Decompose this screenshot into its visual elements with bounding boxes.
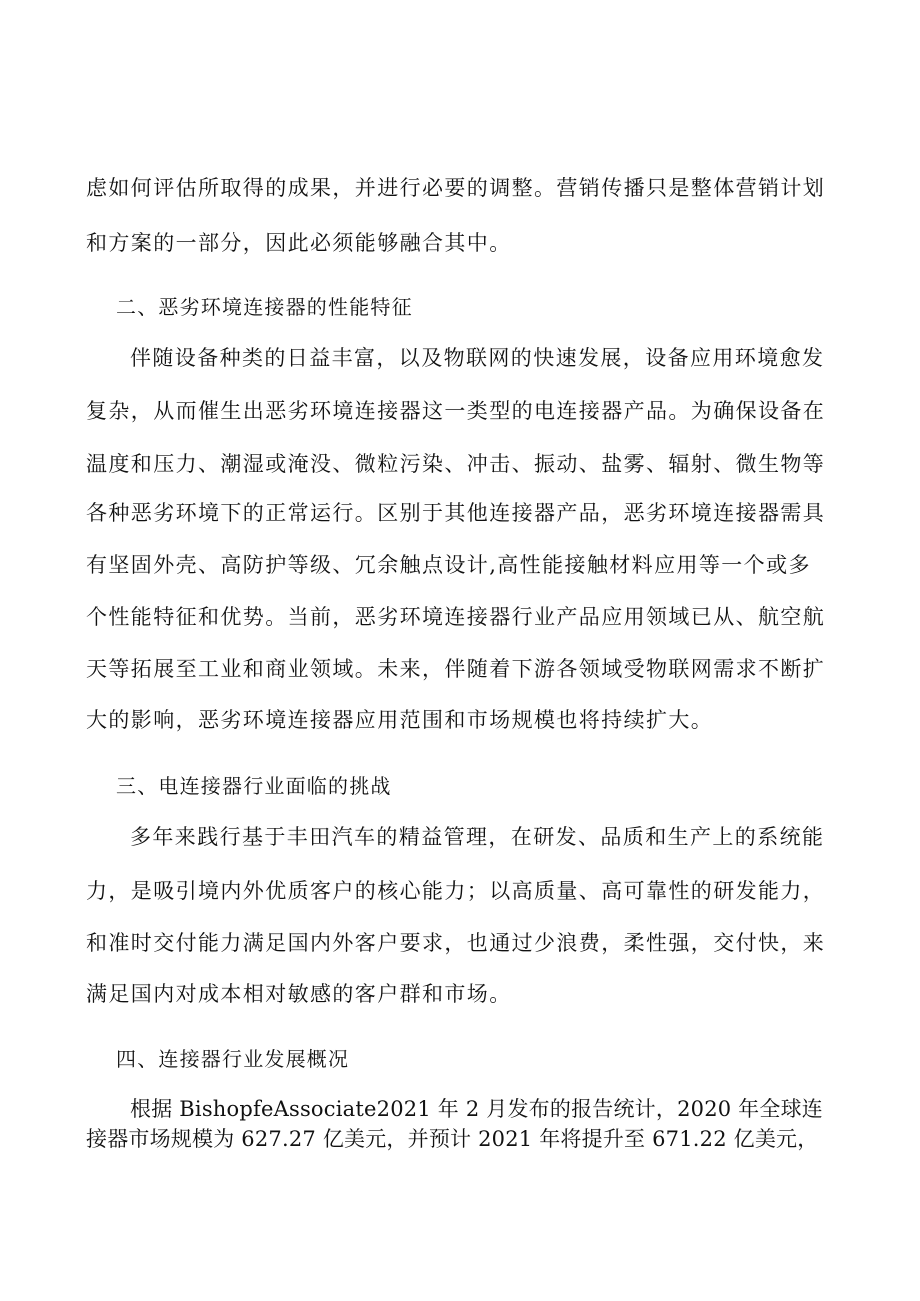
paragraph-line: 温度和压力、潮湿或淹没、微粒污染、冲击、振动、盐雾、辐射、微生物等 (86, 452, 826, 476)
paragraph-line: 和方案的一部分，因此必须能够融合其中。 (86, 231, 512, 255)
paragraph-line: 复杂，从而催生出恶劣环境连接器这一类型的电连接器产品。为确保设备在 (86, 399, 826, 423)
paragraph-line: 和准时交付能力满足国内外客户要求，也通过少浪费，柔性强，交付快，来 (86, 931, 826, 955)
paragraph-line: 各种恶劣环境下的正常运行。区别于其他连接器产品，恶劣环境连接器需具 (86, 501, 826, 525)
paragraph-line: 接器市场规模为 627.27 亿美元，并预计 2021 年将提升至 671.22 亿美元， (86, 1127, 819, 1151)
paragraph-line: 天等拓展至工业和商业领域。未来，伴随着下游各领域受物联网需求不断扩 (86, 657, 826, 681)
paragraph-line: 伴随设备种类的日益丰富，以及物联网的快速发展，设备应用环境愈发 (130, 346, 825, 370)
paragraph-line: 多年来践行基于丰田汽车的精益管理，在研发、品质和生产上的系统能 (130, 825, 825, 849)
paragraph-line: 有坚固外壳、高防护等级、冗余触点设计,高性能接触材料应用等一个或多 (86, 553, 811, 577)
paragraph-line: 力，是吸引境内外优质客户的核心能力；以高质量、高可靠性的研发能力， (86, 879, 826, 903)
paragraph-line: 大的影响，恶劣环境连接器应用范围和市场规模也将持续扩大。 (86, 708, 714, 732)
section-heading: 四、连接器行业发展概况 (116, 1047, 350, 1071)
section-heading: 二、恶劣环境连接器的性能特征 (116, 295, 413, 319)
section-heading: 三、电连接器行业面临的挑战 (116, 774, 392, 798)
paragraph-line: 虑如何评估所取得的成果，并进行必要的调整。营销传播只是整体营销计划 (86, 176, 826, 200)
paragraph-line: 满足国内对成本相对敏感的客户群和市场。 (86, 982, 512, 1006)
paragraph-line: 个性能特征和优势。当前，恶劣环境连接器行业产品应用领域已从、航空航 (86, 605, 826, 629)
paragraph-line: 根据 BishopfeAssociate2021 年 2 月发布的报告统计，2020 年全球连 (130, 1097, 823, 1121)
